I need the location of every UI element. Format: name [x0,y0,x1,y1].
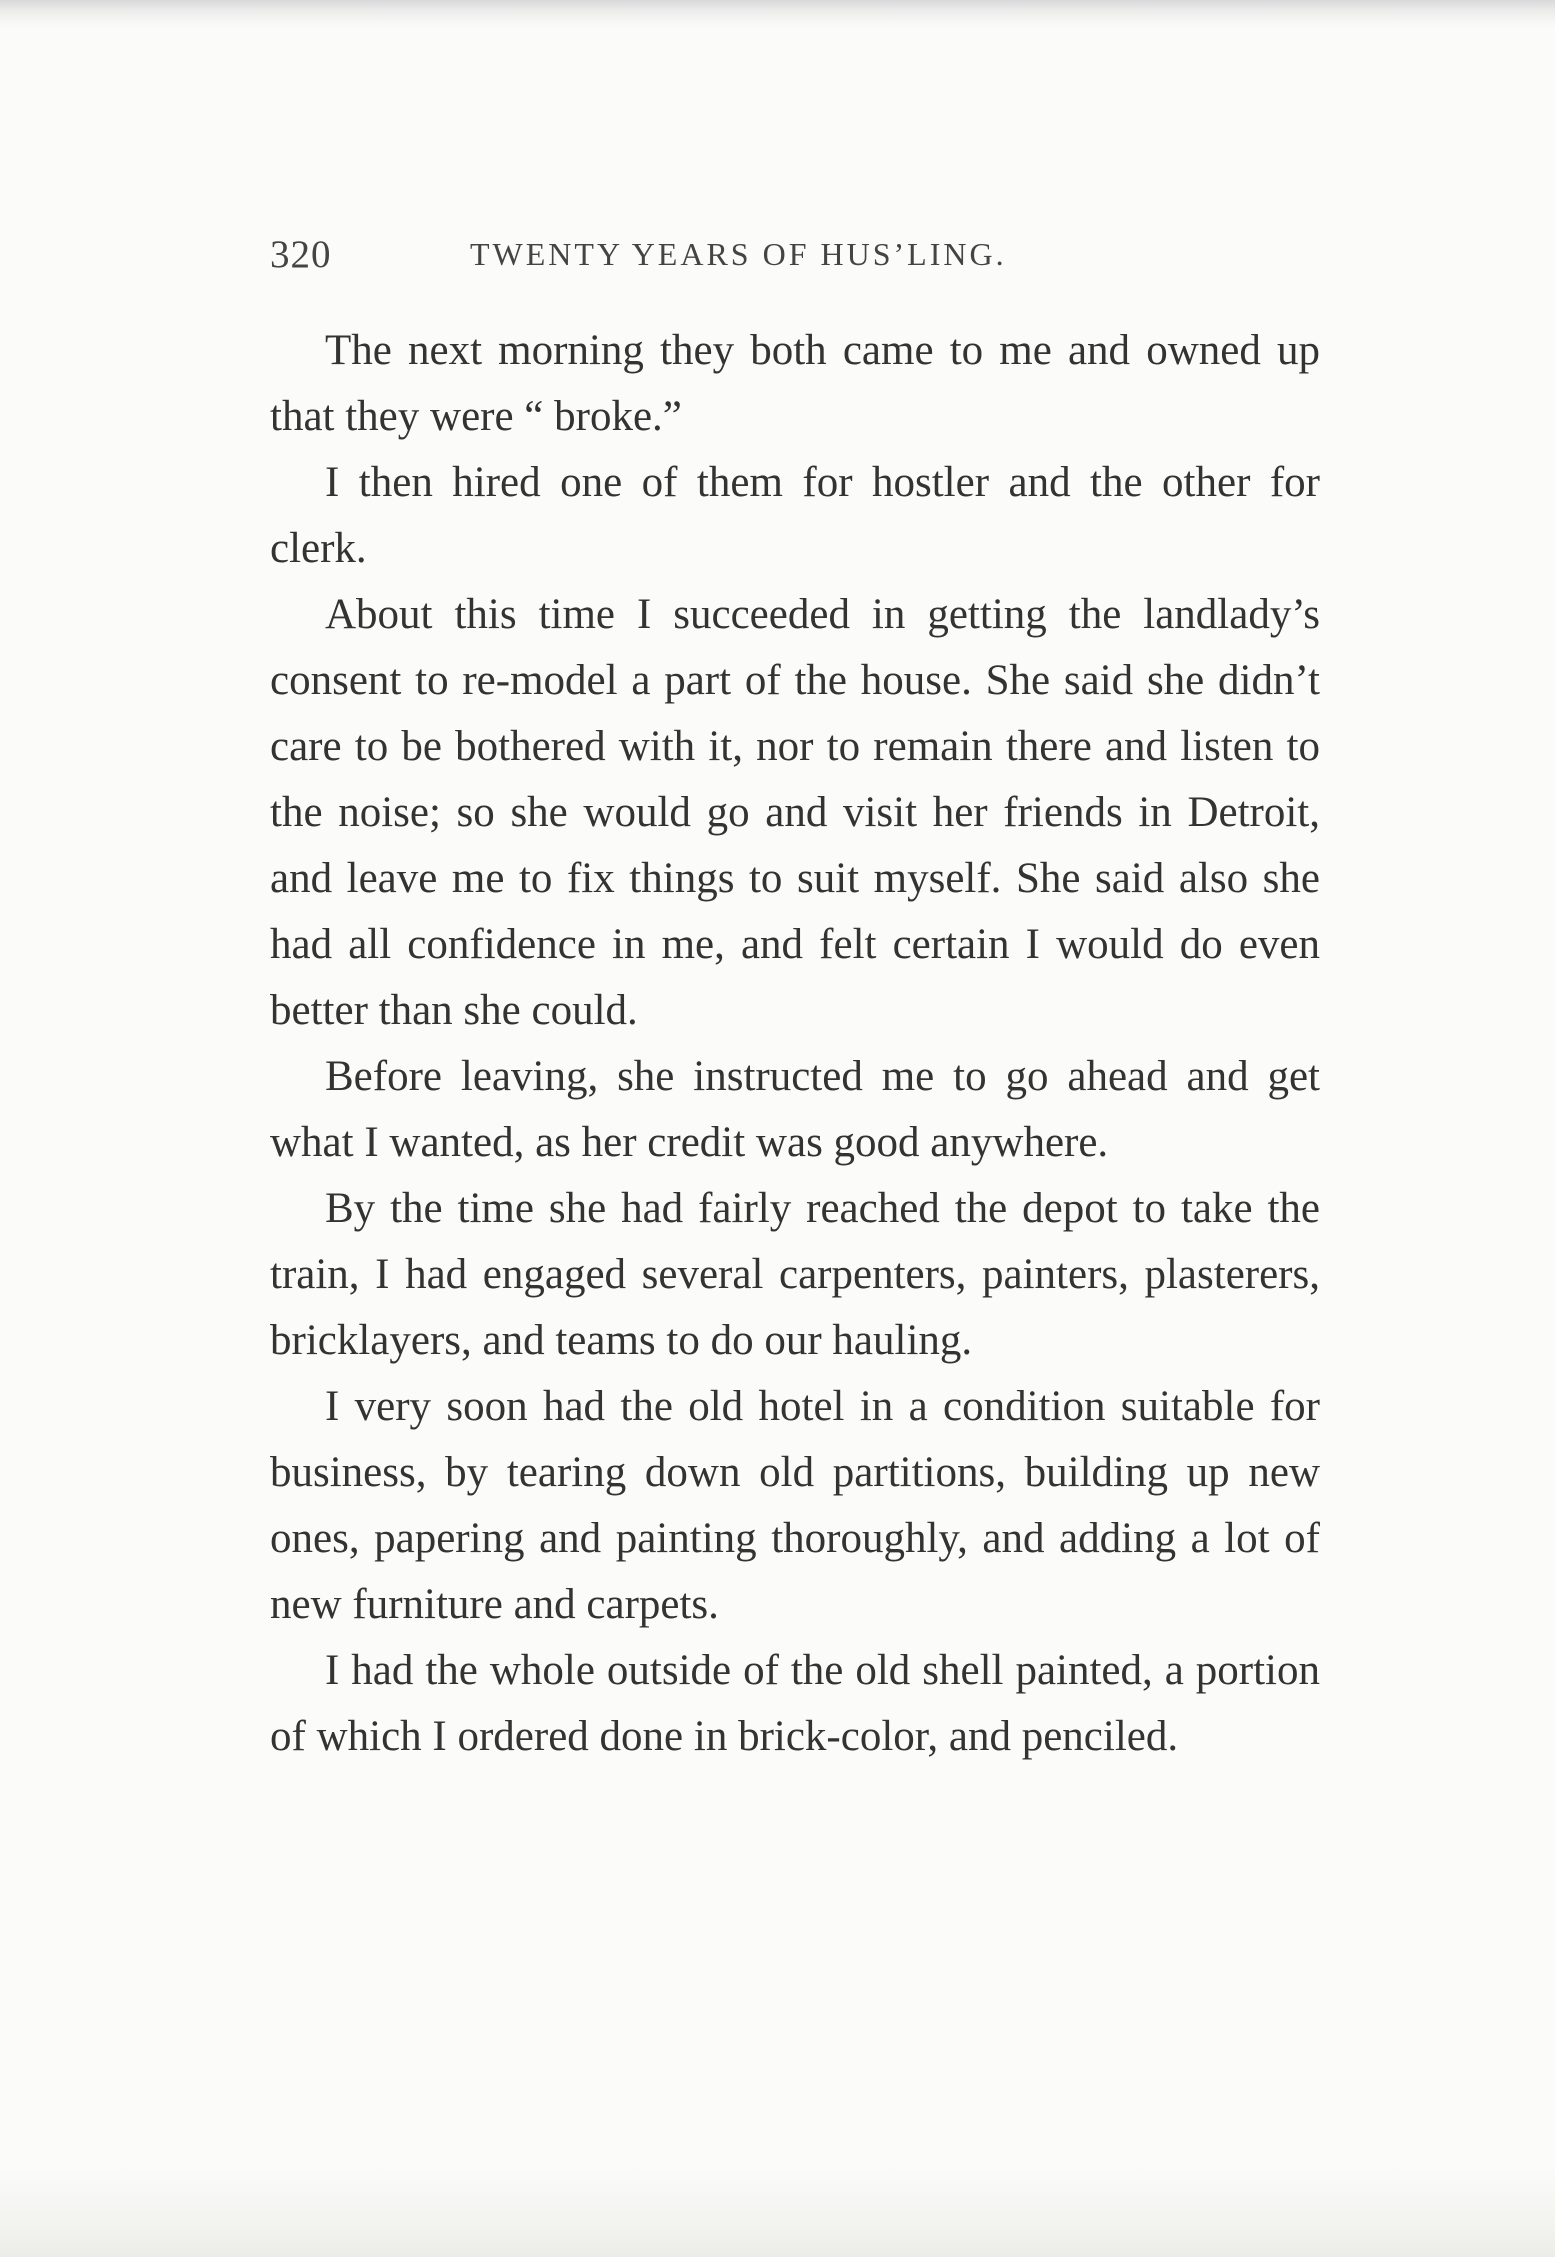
running-title: TWENTY YEARS OF HUS’LING. [470,236,1007,272]
running-head [270,232,1320,292]
paragraph: The next morning they both came to me and owned up that they were “ broke.” [270,327,1320,440]
scan-top-edge [0,0,1555,30]
page-body [270,318,1320,1770]
paragraph: About this time I succeeded in getting the landlady’s consent to re-model a part of the house. She said she didn’t care to be bothered with it, nor to remain there and listen to the noise; so she would go and visit her friends in Detroit, and leave me to fix things to suit myself. She said also she had all confidence in me, and felt certain I would do even better than she could. [270,591,1320,1034]
paragraph: I had the whole outside of the old shell painted, a portion of which I ordered done in brick-color, and penciled. [270,1647,1320,1760]
paragraph: I then hired one of them for hostler and the other for clerk. [270,459,1320,572]
paragraph: I very soon had the old hotel in a condition suitable for business, by tearing down old partitions, building up new ones, papering and painting thoroughly, and adding a lot of new furniture and carpets. [270,1383,1320,1628]
paragraph: By the time she had fairly reached the depot to take the train, I had engaged several carpenters, painters, plasterers, bricklayers, and teams to do our hauling. [270,1185,1320,1364]
scan-bottom-edge [0,2167,1555,2257]
page-number: 320 [270,233,332,276]
paragraph: Before leaving, she instructed me to go ahead and get what I wanted, as her credit was good anywhere. [270,1053,1320,1166]
